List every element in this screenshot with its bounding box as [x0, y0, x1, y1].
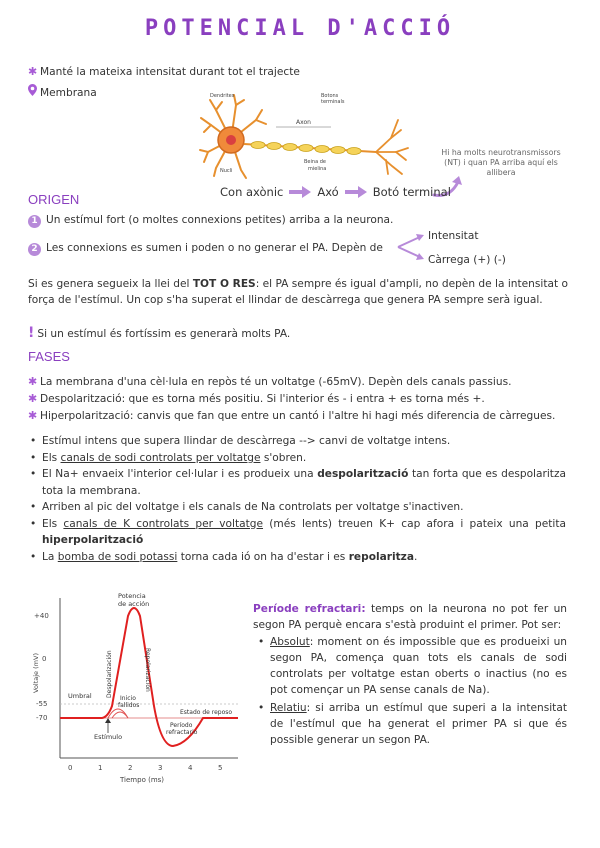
- periodo-label: refractario: [166, 729, 198, 736]
- flow-step-2: Axó: [317, 185, 339, 199]
- periodo-label: Período: [170, 722, 193, 729]
- origen-item-2: 2 Les connexions es sumen i poden o no generar el PA. Depèn de: [28, 241, 383, 256]
- xtick-label: 2: [128, 764, 133, 772]
- label-nucli: Nucli: [220, 168, 233, 174]
- peak-label: Potencia: [118, 592, 146, 600]
- ytick-label: -70: [36, 714, 48, 722]
- page-title: POTENCIAL D'ACCIÓ: [144, 16, 456, 41]
- xtick-label: 4: [188, 764, 193, 772]
- list-item: • Relatiu: si arriba un estímul que superi a la intensitat de l'estímul que ha generat el primer PA si que és possible generar un segon PA.: [258, 700, 567, 748]
- origen-item-1: 1 Un estímul fort (o moltes connexions petites) arriba a la neurona.: [28, 213, 393, 228]
- ytick-label: 0: [42, 655, 47, 663]
- arrow-right-icon: [289, 186, 311, 198]
- x-axis-label: Tiempo (ms): [120, 776, 165, 784]
- label-beina: Beina de: [304, 159, 326, 165]
- refractari-paragraph: Període refractari: temps on la neurona no pot fer un segon PA perquè encara s'està produint el primer. Pot ser:: [253, 603, 568, 631]
- xtick-label: 3: [158, 764, 163, 772]
- arrow-right-icon: [345, 186, 367, 198]
- y-axis-label: Voltaje (mV): [32, 653, 40, 693]
- flow-step-3: Botó terminal: [372, 185, 451, 199]
- list-item: • Arriben al pic del voltatge i els canals de Na controlats per voltatge s'inactiven.: [30, 499, 566, 516]
- number-badge-icon: 1: [28, 215, 41, 228]
- branch-arrows-icon: [396, 232, 426, 262]
- exclamation-icon: !: [28, 325, 35, 341]
- asterisk-icon: ✱: [28, 409, 38, 422]
- label-mielina: mielina: [308, 166, 327, 172]
- list-item: • La bomba de sodi potassi torna cada ió on ha d'estar i es repolaritza.: [30, 549, 566, 566]
- xtick-label: 0: [68, 764, 73, 772]
- branch-intensitat: Intensitat: [428, 230, 479, 242]
- fases-bullet-list: [30, 433, 566, 565]
- xtick-label: 1: [98, 764, 103, 772]
- intro-line-2: Membrana: [28, 84, 97, 100]
- despol-label: Despolarización: [106, 650, 113, 698]
- neuron-diagram: [196, 90, 412, 180]
- list-item: • Els canals de K controlats per voltatge (més lents) treuen K+ cap afora i pateix una petita hiperpolarització: [30, 516, 566, 549]
- label-botons: Botons: [321, 93, 339, 99]
- inicio-label: fallidos: [118, 702, 140, 709]
- section-origen: ORIGEN: [28, 192, 80, 207]
- ytick-label: -55: [36, 700, 48, 708]
- repol-label: Repolarización: [144, 648, 151, 692]
- flow-step-1: Con axònic: [220, 185, 284, 199]
- branch-carrega: Càrrega (+) (-): [428, 254, 506, 266]
- neurotransmitter-note: Hi ha molts neurotransmissors (NT) i quan PA arriba aquí els allibera: [441, 148, 561, 177]
- xtick-label: 5: [218, 764, 223, 772]
- list-item: • Estímul intens que supera llindar de descàrrega --> canvi de voltatge intens.: [30, 433, 566, 450]
- umbral-label: Umbral: [68, 692, 92, 700]
- tot-o-res-paragraph: Si es genera segueix la llei del TOT O RES: el PA sempre és igual d'ampli, no depèn de la intensitat o força de l'estímul. Un cop s'ha superat el llindar de descàrrega que genera PA sempre serà igual.: [28, 278, 568, 306]
- asterisk-icon: ✱: [28, 392, 38, 405]
- peak-label: de acción: [118, 600, 150, 608]
- action-potential-graph: [28, 588, 248, 788]
- label-dendrites: Dendrites: [210, 93, 235, 99]
- fases-star-2: ✱ Despolarització: que es torna més positiu. Si l'interior és - i entra + es torna més +.: [28, 392, 485, 405]
- refractari-list: [258, 634, 567, 748]
- warning-line: ! Si un estímul és fortíssim es generarà molts PA.: [28, 325, 291, 341]
- location-pin-icon: [28, 84, 40, 100]
- label-terminals: terminals: [321, 99, 345, 105]
- intro-line-1: ✱ Manté la mateixa intensitat durant tot el trajecte: [28, 65, 300, 78]
- ytick-label: +40: [34, 612, 49, 620]
- list-item: • Els canals de sodi controlats per voltatge s'obren.: [30, 450, 566, 467]
- flow-row: [220, 185, 451, 199]
- asterisk-icon: ✱: [28, 65, 38, 78]
- fases-star-1: ✱ La membrana d'una cèl·lula en repòs té un voltatge (-65mV). Depèn dels canals passius.: [28, 375, 512, 388]
- reposo-label: Estado de reposo: [180, 709, 233, 716]
- number-badge-icon: 2: [28, 243, 41, 256]
- list-item: • Absolut: moment on és impossible que es produeixi un segon PA, comença quan tots els canals de sodi controlats per voltatge estan oberts o inactius (no es pot començar un PA sense canals de Na).: [258, 634, 567, 698]
- section-fases: FASES: [28, 349, 70, 364]
- inicio-label: Inicio: [120, 695, 136, 702]
- asterisk-icon: ✱: [28, 375, 38, 388]
- fases-star-3: ✱ Hiperpolarització: canvis que fan que entre un cantó i l'altre hi hagi més diferencia de càrregues.: [28, 409, 556, 422]
- list-item: • El Na+ envaeix l'interior cel·lular i es produeix una despolarització tan forta que es despolaritza tota la membrana.: [30, 466, 566, 499]
- label-axon: Axon: [296, 119, 311, 126]
- estimulo-label: Estímulo: [94, 733, 123, 741]
